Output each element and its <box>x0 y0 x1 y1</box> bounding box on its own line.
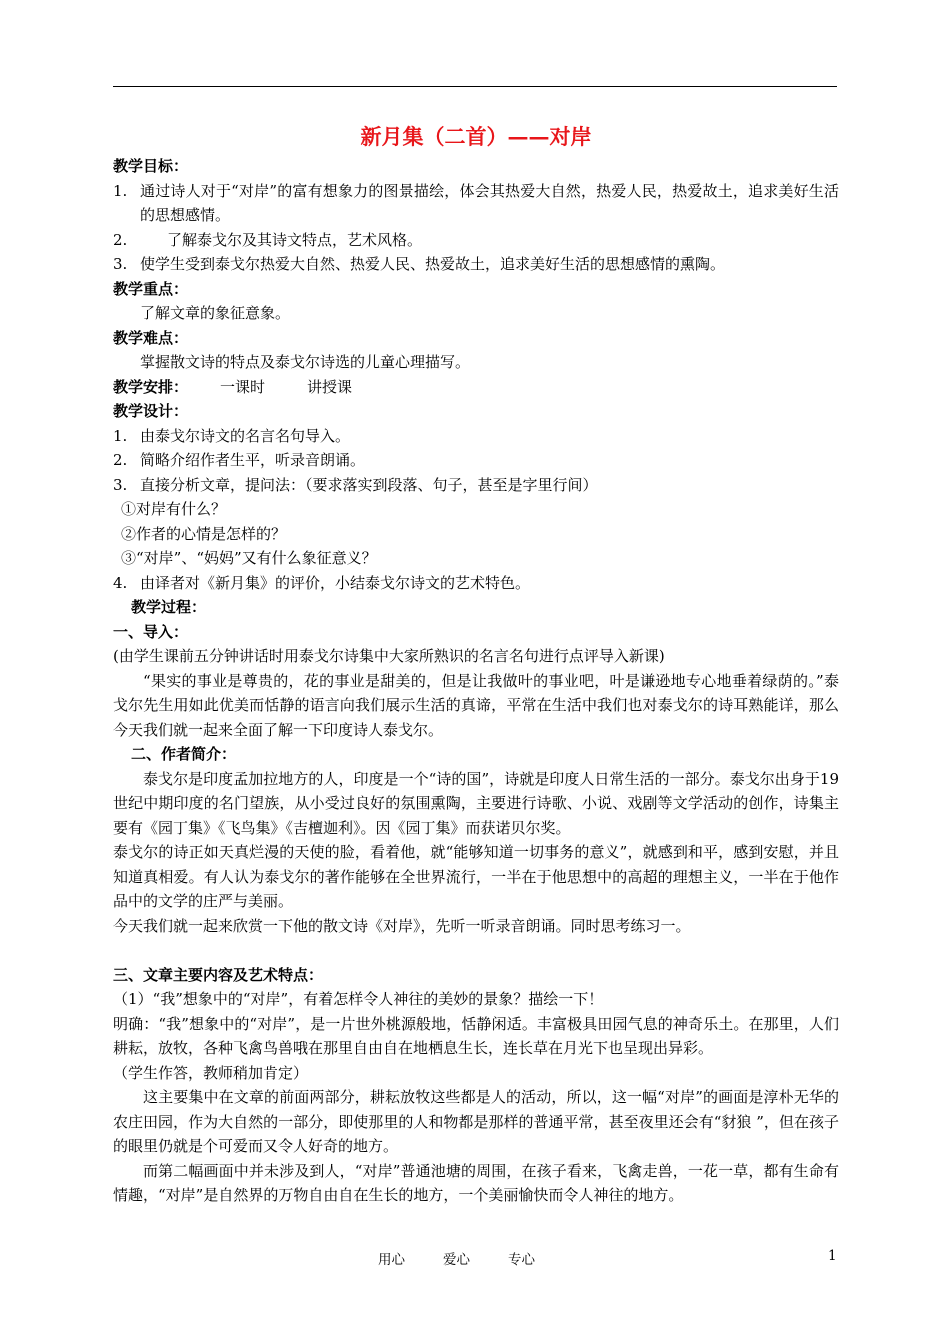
design-question: ①对岸有什么？ <box>121 500 227 518</box>
objective-item: 3. 使学生受到泰戈尔热爱大自然、热爱人民、热爱故土，追求美好生活的思想感情的熏陶。 <box>113 255 726 273</box>
section-content-answer: 明确：“我”想象中的“对岸”，是一片世外桃源般地，恬静闲适。丰富极具田园气息的神奇乐土。在那里，人们耕耘，放牧，各种飞禽鸟兽哦在那里自由自在地栖息生长，连长草在月光下也呈现出异彩。 <box>113 1014 839 1057</box>
key-points-heading: 教学重点： <box>113 279 189 298</box>
arrangement-line: 教学安排： 一课时 讲授课 <box>113 377 353 396</box>
design-question: ③“对岸”、“妈妈”又有什么象征意义？ <box>121 549 377 567</box>
design-item: 4. 由译者对《新月集》的评价，小结泰戈尔诗文的艺术特色。 <box>113 573 531 592</box>
section-intro-note: (由学生课前五分钟讲话时用泰戈尔诗集中大家所熟识的名言名句进行点评导入新课) <box>113 647 665 665</box>
difficulties-text: 掌握散文诗的特点及泰戈尔诗选的儿童心理描写。 <box>140 353 471 371</box>
objectives-heading: 教学目标： <box>113 157 189 175</box>
page-number: 1 <box>828 1248 837 1264</box>
section-author-heading: 二、作者简介： <box>131 745 237 763</box>
process-heading: 教学过程： <box>131 598 207 616</box>
design-item: 1. 由泰戈尔诗文的名言名句导入。 <box>113 426 351 445</box>
objective-item: 2. 了解泰戈尔及其诗文特点，艺术风格。 <box>113 230 423 249</box>
objective-item: 1. 通过诗人对于“对岸”的富有想象力的图景描绘，体会其热爱大自然，热爱人民，热爱故土，追求美好生活的思想感情。 <box>113 181 839 224</box>
section-content-heading: 三、文章主要内容及艺术特点： <box>113 965 324 984</box>
document-body <box>113 120 839 1208</box>
section-content-note: （学生作答，教师稍加肯定） <box>113 1063 309 1082</box>
section-author-paragraph: 泰戈尔的诗正如天真烂漫的天使的脸，看着他，就“能够知道一切事务的意义”，就感到和平，感到安慰，并且知道真相爱。有人认为泰戈尔的著作能够在全世界流行，一半在于他思想中的高超的理想主义，一半在于他作品中的文学的庄严与美丽。 <box>113 843 839 910</box>
header-rule <box>113 86 837 87</box>
document-title: 新月集（二首）——对岸 <box>360 124 592 149</box>
section-intro-heading: 一、导入： <box>113 622 189 641</box>
section-content-paragraph: 这主要集中在文章的前面两部分，耕耘放牧这些都是人的活动，所以，这一幅“对岸”的画面是淳朴无华的农庄田园，作为大自然的一部分，即使那里的人和物都是那样的普通平常，甚至夜里还会有“豺狼 ”，但在孩子的眼里仍就是个可爱而又令人好奇的地方。 <box>113 1088 839 1155</box>
section-author-paragraph: 今天我们就一起来欣赏一下他的散文诗《对岸》，先听一听录音朗诵。同时思考练习一。 <box>113 916 691 935</box>
section-intro-paragraph: “果实的事业是尊贵的，花的事业是甜美的，但是让我做叶的事业吧，叶是谦逊地专心地垂着绿荫的。”泰戈尔先生用如此优美而恬静的语言向我们展示生活的真谛，平常在生活中我们也对泰戈尔的诗耳熟能详，那么今天我们就一起来全面了解一下印度诗人泰戈尔。 <box>113 671 839 739</box>
design-item: 3. 直接分析文章，提问法：（要求落实到段落、句子，甚至是字里行间） <box>113 475 598 494</box>
design-question: ②作者的心情是怎样的？ <box>121 524 287 543</box>
section-author-paragraph: 泰戈尔是印度孟加拉地方的人，印度是一个“诗的国”，诗就是印度人日常生活的一部分。泰戈尔出身于19世纪中期印度的名门望族，从小受过良好的氛围熏陶，主要进行诗歌、小说、戏剧等文学活动的创作，诗集主要有《园丁集》《飞鸟集》《吉檀迦利》。因《园丁集》而获诺贝尔奖。 <box>113 769 839 837</box>
key-points-text: 了解文章的象征意象。 <box>140 304 291 322</box>
design-heading: 教学设计： <box>113 402 189 420</box>
footer-motto: 用心 爱心 专心 <box>378 1252 535 1268</box>
design-item: 2. 简略介绍作者生平，听录音朗诵。 <box>113 451 366 469</box>
section-content-paragraph: 而第二幅画面中并未涉及到人，“对岸”普通池塘的周围，在孩子看来，飞禽走兽，一花一草，都有生命有情趣，“对岸”是自然界的万物自由自在生长的地方，一个美丽愉快而令人神往的地方。 <box>113 1161 839 1204</box>
section-content-question: （1）“我”想象中的“对岸”，有着怎样令人神往的美妙的景象？描绘一下！ <box>113 990 604 1008</box>
difficulties-heading: 教学难点： <box>113 328 189 347</box>
